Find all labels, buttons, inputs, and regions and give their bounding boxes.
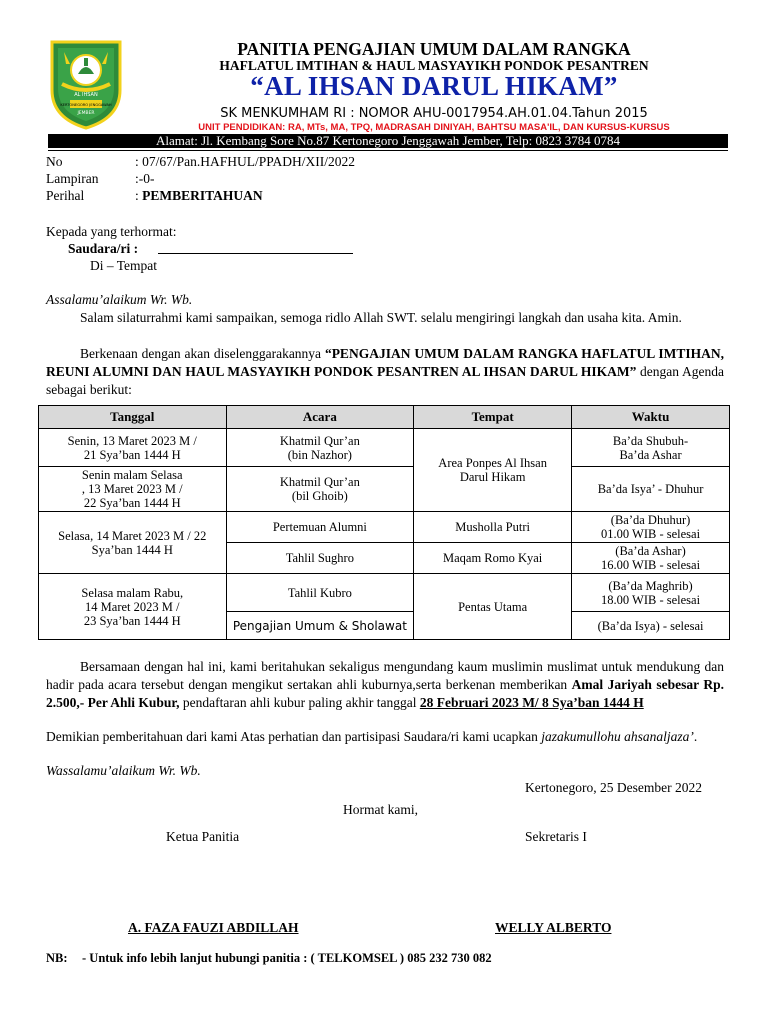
cell-waktu: Ba’da Isya’ - Dhuhur — [572, 467, 730, 512]
cell-acara: Pertemuan Alumni — [226, 512, 414, 543]
cell-waktu: (Ba’da Ashar) 16.00 WIB - selesai — [572, 543, 730, 574]
paragraph-4 — [46, 728, 724, 746]
ketua-label: Ketua Panitia — [166, 829, 240, 844]
header-units: UNIT PENDIDIKAN: RA, MTs, MA, TPQ, MADRASAH DINIYAH, BAHTSU MASA'IL, DAN KURSUS-KURSUS — [198, 122, 670, 133]
cell-acara: Khatmil Qur’an (bil Ghoib) — [226, 467, 414, 512]
header-sk: SK MENKUMHAM RI : NOMOR AHU-0017954.AH.01.04.Tahun 2015 — [220, 106, 648, 121]
paragraph-2-intro: Berkenaan dengan akan diselenggarakannya — [80, 346, 325, 361]
paragraph-3-intro: Bersamaan dengan hal ini, kami beritahukan sekaligus mengundang kaum muslimin muslimat untuk mendukung dan hadir pada acara tersebut dengan mengikut sertakan ahli kuburnya,serta berkenan memberikan — [46, 659, 724, 692]
header-acara: Acara — [226, 406, 414, 429]
header-tempat: Tempat — [414, 406, 572, 429]
cell-waktu: (Ba’da Maghrib) 18.00 WIB - selesai — [572, 574, 730, 612]
paragraph-3-mid: pendaftaran ahli kubur paling akhir tanggal — [179, 695, 420, 710]
cell-tanggal: Senin, 13 Maret 2023 M / 21 Sya’ban 1444 H — [39, 429, 227, 467]
kepada-text: Kepada yang terhormat: — [46, 224, 177, 239]
paragraph-3 — [46, 658, 724, 712]
header-title-2: HAFLATUL IMTIHAN & HAUL MASYAYIKH PONDOK PESANTREN — [219, 58, 649, 73]
header-title-3: “AL IHSAN DARUL HIKAM” — [250, 71, 618, 101]
no-label: No — [46, 154, 63, 169]
ketua-name: A. FAZA FAUZI ABDILLAH — [128, 920, 299, 935]
saudara-label: Saudara/ri : — [68, 241, 139, 256]
header-divider — [48, 150, 728, 151]
no-value: : 07/67/Pan.HAFHUL/PPADH/XII/2022 — [135, 154, 356, 169]
cell-tempat: Maqam Romo Kyai — [414, 543, 572, 574]
salam-closing: Wassalamu’alaikum Wr. Wb. — [46, 763, 201, 778]
table-row — [39, 467, 730, 512]
cell-waktu: Ba’da Shubuh- Ba’da Ashar — [572, 429, 730, 467]
cell-tanggal: Senin malam Selasa , 13 Maret 2023 M / 22 Sya’ban 1444 H — [39, 467, 227, 512]
nb-text: - Untuk info lebih lanjut hubungi panitia : ( TELKOMSEL ) 085 232 730 082 — [82, 951, 492, 965]
table-row — [39, 429, 730, 467]
sekretaris-name: WELLY ALBERTO — [495, 920, 612, 935]
hormat-kami: Hormat kami, — [343, 802, 418, 817]
cell-tanggal: Selasa malam Rabu, 14 Maret 2023 M / 23 Sya’ban 1444 H — [39, 574, 227, 640]
cell-waktu: (Ba’da Dhuhur) 01.00 WIB - selesai — [572, 512, 730, 543]
perihal-label: Perihal — [46, 188, 85, 203]
cell-waktu: (Ba’da Isya) - selesai — [572, 612, 730, 640]
cell-acara: Pengajian Umum & Sholawat — [226, 612, 414, 640]
amal-jariyah: Amal Jariyah sebesar Rp. 2.500,- Per Ahli Kubur, — [46, 677, 724, 710]
organization-logo — [48, 38, 124, 130]
ditempat-text: Di – Tempat — [90, 258, 158, 273]
paragraph-2 — [46, 345, 724, 399]
nb-label: NB: — [46, 951, 68, 965]
lampiran-label: Lampiran — [46, 171, 99, 186]
header-address: Alamat: Jl. Kembang Sore No.87 Kertonegoro Jenggawah Jember, Telp: 0823 3784 0784 — [48, 134, 728, 148]
paragraph-1: Salam silaturrahmi kami sampaikan, semoga ridlo Allah SWT. selalu mengiringi langkah dan usaha kita. Amin. — [80, 310, 682, 325]
cell-tanggal: Selasa, 14 Maret 2023 M / 22 Sya’ban 1444 H — [39, 512, 227, 574]
header-title-1: PANITIA PENGAJIAN UMUM DALAM RANGKA — [237, 39, 631, 59]
event-title: “PENGAJIAN UMUM DALAM RANGKA HAFLATUL IMTIHAN, REUNI ALUMNI DAN HAUL MASYAYIKH PONDOK PESANTREN AL IHSAN DARUL HIKAM” — [46, 346, 724, 379]
perihal-value-line — [135, 188, 263, 204]
cell-acara: Tahlil Kubro — [226, 574, 414, 612]
jazakumullohu: jazakumullohu ahsanaljaza’ — [541, 729, 694, 744]
sekretaris-label: Sekretaris I — [525, 829, 587, 844]
cell-acara: Khatmil Qur’an (bin Nazhor) — [226, 429, 414, 467]
cell-tempat: Musholla Putri — [414, 512, 572, 543]
salam-opening: Assalamu’alaikum Wr. Wb. — [46, 292, 193, 307]
cell-tempat: Area Ponpes Al Ihsan Darul Hikam — [414, 429, 572, 512]
logo-text-2: KERTONEGORO JENGGAWAH — [60, 103, 112, 107]
header-waktu: Waktu — [572, 406, 730, 429]
table-row — [39, 574, 730, 612]
deadline-date: 28 Februari 2023 M/ 8 Sya’ban 1444 H — [419, 695, 644, 710]
cell-tempat: Pentas Utama — [414, 574, 572, 640]
agenda-table — [38, 405, 730, 640]
perihal-colon: : — [135, 188, 143, 203]
perihal-value: PEMBERITAHUAN — [142, 188, 263, 203]
paragraph-4-end: . — [693, 729, 698, 744]
recipient-name-line — [158, 253, 353, 254]
paragraph-4-intro: Demikian pemberitahuan dari kami Atas perhatian dan partisipasi Saudara/ri kami ucapkan — [46, 729, 542, 744]
table-row — [39, 512, 730, 543]
lampiran-value: :-0- — [135, 171, 155, 186]
cell-acara: Tahlil Sughro — [226, 543, 414, 574]
logo-text-3: JEMBER — [77, 111, 95, 116]
paragraph-2-end: dengan Agenda sebagai berikut: — [46, 364, 724, 397]
logo-text: AL IHSAN — [74, 92, 98, 98]
header-tanggal: Tanggal — [39, 406, 227, 429]
place-date: Kertonegoro, 25 Desember 2022 — [525, 780, 702, 795]
table-header-row — [39, 406, 730, 429]
